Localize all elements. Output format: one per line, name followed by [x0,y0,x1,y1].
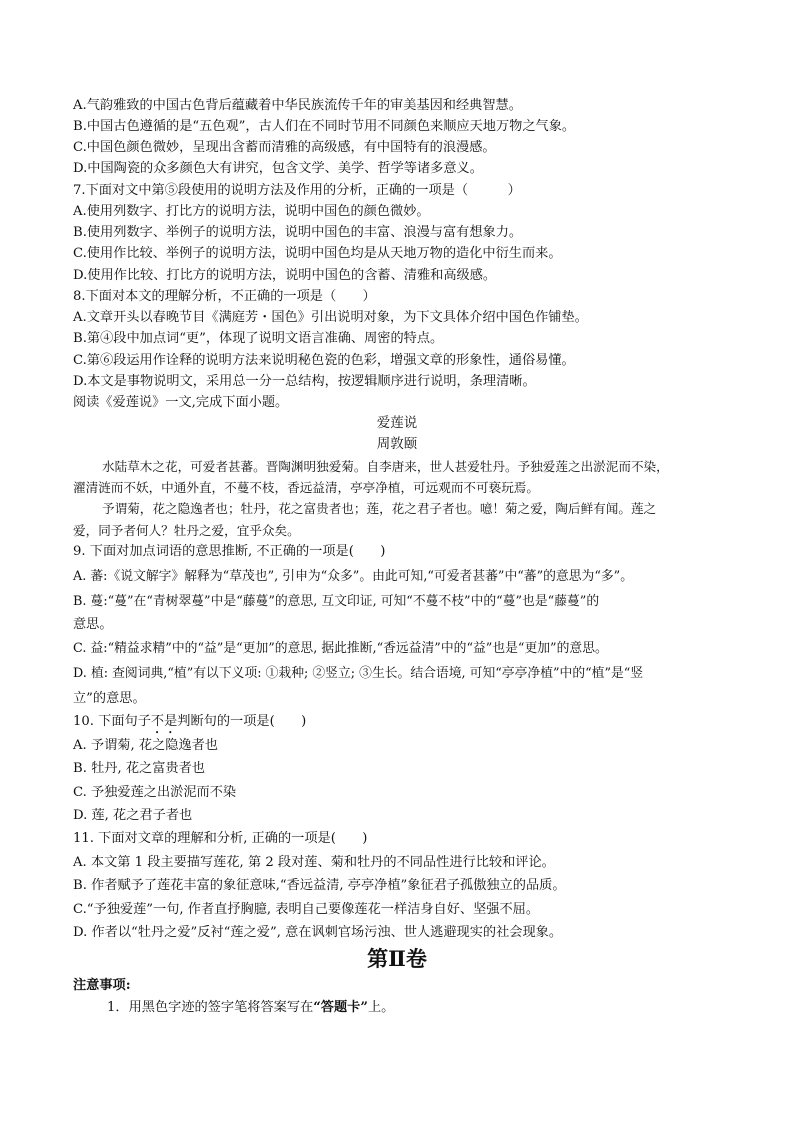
q10-option-d: D. 莲, 花之君子者也 [73,808,193,823]
q11-option-d: D. 作者以“牡丹之爱”反衬“莲之爱”, 意在讽刺官场污浊、世人逃避现实的社会现象。 [73,925,563,940]
q6-option-a: A.气韵雅致的中国古色背后蕴藏着中华民族流传千年的审美基因和经典智慧。 [73,98,522,113]
notice-item-1-post: 上。 [367,1000,395,1015]
q9-option-d-line2: 立”的意思。 [73,691,146,706]
q7-option-d: D.使用作比较、打比方的说明方法，说明中国色的含蓄、清雅和高级感。 [73,268,497,283]
q10-option-a: A. 予谓菊, 花之隐逸者也 [73,738,218,753]
q6-option-c: C.中国色颜色微妙，呈现出含蓄而清雅的高级感，有中国特有的浪漫感。 [73,140,496,155]
poem-author: 周敦颐 [376,436,418,452]
poem-para1-line1: 水陆草木之花，可爱者甚蕃。晋陶渊明独爱菊。自李唐来，世人甚爱牡丹。予独爱莲之出淤泥而不染， [102,459,669,474]
answer-card-emphasis: “答题卡” [313,1000,368,1015]
poem-para2-line1: 予谓菊，花之隐逸者也；牡丹，花之富贵者也；莲，花之君子者也。噫！菊之爱，陶后鲜有闻。莲之 [102,501,657,516]
q9-stem: 9. 下面对加点词语的意思推断, 不正确的一项是( ) [73,544,386,559]
q6-option-d: D.中国陶瓷的众多颜色大有讲究，包含文学、美学、哲学等诸多意义。 [73,161,483,176]
reading-intro: 阅读《爱莲说》一文,完成下面小题。 [73,395,289,410]
q9-option-a: A. 蕃:《说文解字》解释为“草茂也”, 引申为“众多”。由此可知,“可爱者甚蕃”中“蕃”的意思为“多”。 [73,569,634,584]
q8-stem: 8.下面对本文的理解分析，不正确的一项是（ ） [73,289,376,304]
q10-stem [73,711,306,737]
q11-option-c: C.“予独爱莲”一句, 作者直抒胸臆, 表明自己要像莲花一样洁身自好、坚强不屈。 [73,902,540,917]
poem-title: 爱莲说 [376,415,418,431]
q11-option-a: A. 本文第 1 段主要描写莲花, 第 2 段对莲、菊和牡丹的不同品性进行比较和评论。 [73,855,555,870]
q6-option-b: B.中国古色遵循的是“五色观”，古人们在不同时节用不同颜色来顺应天地万物之气象。 [73,119,576,134]
q10-stem-emphasis: 不是 [150,714,178,729]
q7-option-a: A.使用列数字、打比方的说明方法，说明中国色的颜色微妙。 [73,204,430,219]
q11-stem: 11. 下面对文章的理解和分析, 正确的一项是( ) [73,831,368,846]
q9-option-b-line1: B. 蔓:“蔓”在“青树翠蔓”中是“藤蔓”的意思, 互文印证, 可知“不蔓不枝”中的“蔓”也是“藤蔓”的 [73,594,600,609]
q8-option-d: D.本文是事物说明文，采用总一分一总结构，按逻辑顺序进行说明，条理清晰。 [73,374,536,389]
q8-option-c: C.第⑥段运用作诠释的说明方法来说明秘色瓷的色彩，增强文章的形象性，通俗易懂。 [73,353,575,368]
q7-option-c: C.使用作比较、举例子的说明方法，说明中国色均是从天地万物的造化中衍生而来。 [73,246,562,261]
q9-option-d-line1: D. 植: 查阅词典,“植”有以下义项: ①栽种; ②竖立; ③生长。结合语境, 可知“亭亭净植”中的“植”是“竖 [73,666,644,681]
poem-para1-line2: 濯清涟而不妖，中通外直，不蔓不枝，香远益清，亭亭净植，可远观而不可亵玩焉。 [73,480,539,495]
q8-option-a: A.文章开头以春晚节目《满庭芳・国色》引出说明对象，为下文具体介绍中国色作铺垫。 [73,310,588,325]
q10-option-b: B. 牡丹, 花之富贵者也 [73,761,205,776]
q7-option-b: B.使用列数字、举例子的说明方法，说明中国色的丰富、浪漫与富有想象力。 [73,225,523,240]
q10-option-c: C. 予独爱莲之出淤泥而不染 [73,785,237,800]
q10-stem-pre: 10. 下面句子 [73,714,151,729]
poem-para2-line2: 爱，同予者何人？牡丹之爱，宜乎众矣。 [73,523,300,538]
q9-option-b-line2: 意思。 [73,617,113,632]
q8-option-b: B.第④段中加点词“更”，体现了说明文语言准确、周密的特点。 [73,331,444,346]
q7-stem: 7.下面对文中第⑤段使用的说明方法及作用的分析，正确的一项是（ ） [73,183,521,198]
q11-option-b: B. 作者赋予了莲花丰富的象征意味,“香远益清, 亭亭净植”象征君子孤傲独立的品质。 [73,878,566,893]
q9-option-c: C. 益:“精益求精”中的“益”是“更加”的意思, 据此推断,“香远益清”中的“益”也是“更加”的意思。 [73,641,608,656]
notice-label: 注意事项: [73,978,131,993]
section-2-title: 第Ⅱ卷 [367,946,427,971]
notice-item-1 [107,997,394,1018]
q10-stem-post: 判断句的一项是( ) [177,714,307,729]
notice-item-1-pre: 1．用黑色字迹的签字笔将答案写在 [107,1000,314,1015]
